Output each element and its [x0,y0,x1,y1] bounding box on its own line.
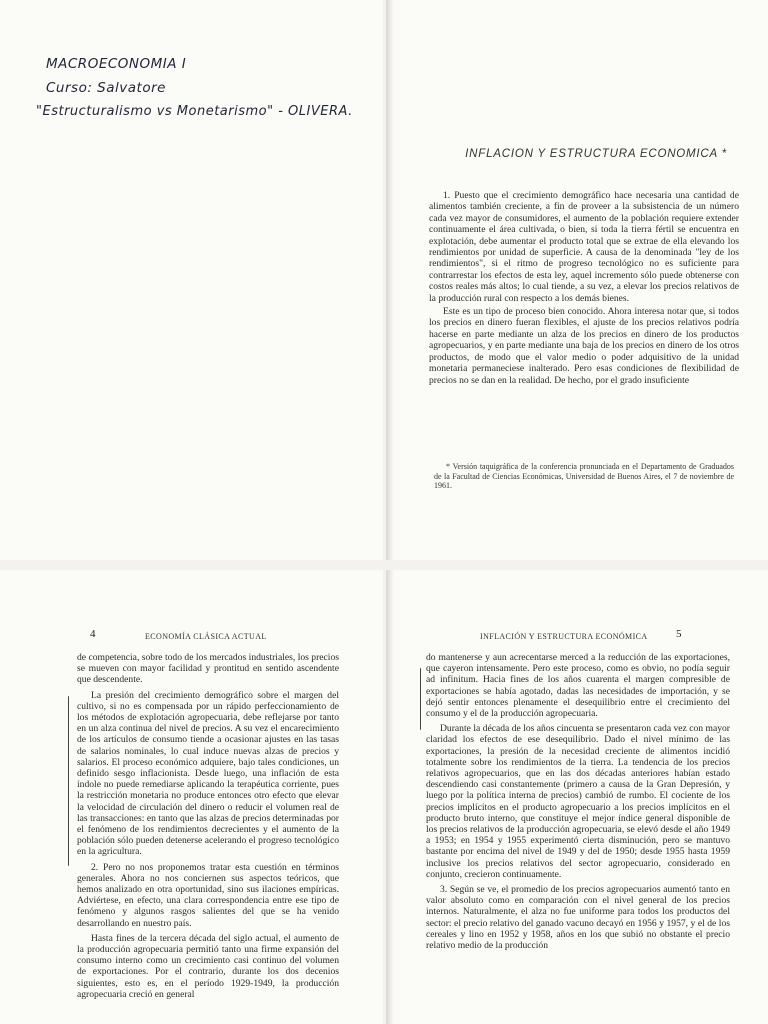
running-head: INFLACIÓN Y ESTRUCTURA ECONÓMICA [480,632,648,641]
paragraph: 2. Pero no nos proponemos tratar esta cuestión en términos generales. Ahora no nos conciernen sus aspectos teóricos, que hemos analizado en otra oportunidad, sino sus ilaciones empíricas. Adviértese, en efecto, una clara correspondencia entre ese tipo de fenómeno y algunos rasgos salientes del que se ha venido desarrollando en nuestro país. [77,861,339,929]
footnote: * Versión taquigráfica de la conferencia pronunciada en el Departamento de Graduados de la Facultad de Ciencias Económicas, Universidad de Buenos Aires, el 7 de noviembre de 1961. [434,462,734,491]
page-gutter-shadow [386,0,394,560]
pen-margin-bracket [420,668,421,730]
handwritten-instructor: Curso: Salvatore [46,80,166,96]
paragraph: do mantenerse y aun acrecentarse merced a la reducción de las exportaciones, que cayeron intensamente. Pero este proceso, como es obvio, no podía seguir ad infinitum. Hacia fines de los años cuarenta el margen compresible de exportaciones se había agotado, dadas las necesidades de importación, y se dejó sentir entonces plenamente el desequilibrio entre el crecimiento del consumo y el de la producción agropecuaria. [426,652,730,720]
page-number: 5 [676,628,682,640]
paragraph: Hasta fines de la tercera década del siglo actual, el aumento de la producción agropecuaria permitió tanto una firme expansión del consumo interno como un crecimiento casi continuo del volumen de exportaciones. Por el contrario, durante los dos decenios siguientes, esto es, en el período 1929-1949, la producción agropecuaria creció en general [77,932,339,1000]
page-number: 4 [90,628,96,640]
handwritten-course-title: MACROECONOMIA I [46,56,187,72]
scan-page-top-right [386,0,768,560]
page-5-body [426,652,730,951]
article-body [429,190,739,386]
scan-page-top-left [0,0,383,560]
paragraph: 3. Según se ve, el promedio de los precios agropecuarios aumentó tanto en valor absoluto como en comparación con el nivel general de los precios internos. Naturalmente, el alza no fue uniforme para todos los productos del sector: el precio relativo del ganado vacuno decayó en 1956 y 1957, y el de los cereales y lino en 1952 y 1958, años en los que subió no obstante el precio relativo medio de la producción [426,884,730,952]
running-head: ECONOMÍA CLÁSICA ACTUAL [145,632,267,641]
paragraph: Este es un tipo de proceso bien conocido. Ahora interesa notar que, si todos los precios en dinero fueran flexibles, el ajuste de los precios relativos podría hacerse en parte mediante un alza de los precios en dinero de los productos agropecuarios, y en parte mediante una baja de los precios en dinero de los otros productos, de modo que el valor medio o poder adquisitivo de la unidad monetaria permaneciese inalterado. Pero esas condiciones de flexibilidad de precios no se dan en la realidad. De hecho, por el grado insuficiente [429,306,739,386]
page-gutter-shadow [386,570,394,1024]
handwritten-reading-note: "Estructuralismo vs Monetarismo" - OLIVERA. [36,104,353,119]
paragraph: 1. Puesto que el crecimiento demográfico hace necesaria una cantidad de alimentos también creciente, a fin de proveer a la subsistencia de un número cada vez mayor de consumidores, el aumento de la población requiere extender continuamente el área cultivada, o bien, si toda la tierra fértil se encuentra en explotación, debe aumentar el producto total que se extrae de ella elevando los rendimientos por unidad de superficie. A causa de la denominada "ley de los rendimientos", si el ritmo de progreso tecnológico no es suficiente para contrarrestar los efectos de esta ley, aquel incremento sólo puede obtenerse con costos reales más altos; lo cual tiende, a su vez, a elevar los precios relativos de la producción rural con respecto a los demás bienes. [429,190,739,304]
article-title: INFLACION Y ESTRUCTURA ECONOMICA * [465,148,727,160]
paragraph: Durante la década de los años cincuenta se presentaron cada vez con mayor claridad los efectos de ese desequilibrio. Dado el nivel mínimo de las exportaciones, la presión de la necesidad creciente de alimentos incidió totalmente sobre los rendimientos de la tierra. La tendencia de los precios relativos agropecuarios, que en las dos décadas anteriores habían estado descendiendo casi constantemente (primero a causa de la Gran Depresión, y luego por la política interna de precios) cambió de rumbo. El cociente de los precios implícitos en el producto agropecuario a los precios implícitos en el producto bruto interno, que constituye el mejor índice general disponible de los precios relativos de la producción agropecuaria, se elevó desde el año 1949 a 1953; en 1954 y 1955 experimentó cierta disminución, pero se mantuvo bastante por encima del nivel de 1949 y del de 1950; desde 1955 hasta 1959 inclusive los precios relativos del sector agropecuario, considerado en conjunto, crecieron continuamente. [426,723,730,880]
paragraph: La presión del crecimiento demográfico sobre el margen del cultivo, si no es compensada por un rápido perfeccionamiento de los métodos de explotación agropecuaria, debe reflejarse por tanto en un alza continua del nivel de precios. A su vez el encarecimiento de los artículos de consumo tiende a ocasionar ajustes en las tasas de salarios nominales, lo cual induce nuevas alzas de precios y salarios. El proceso económico adquiere, bajo tales condiciones, un definido sesgo inflacionista. Desde luego, una inflación de esta índole no puede remediarse aplicando la terapéutica corriente, pues la restricción monetaria no produce entonces otro efecto que elevar la velocidad de circulación del dinero o reducir el volumen real de las transacciones: en tanto que las alzas de precios determinadas por el fenómeno de los rendimientos decrecientes y el aumento de la población sólo pueden detenerse acelerando el progreso tecnológico en la agricultura. [77,689,339,858]
pen-margin-bracket [68,696,69,866]
page-4-body [77,652,339,1000]
paragraph: de competencia, sobre todo de los mercados industriales, los precios se mueven con mayor facilidad y prontitud en sentido ascendente que descendente. [77,652,339,686]
